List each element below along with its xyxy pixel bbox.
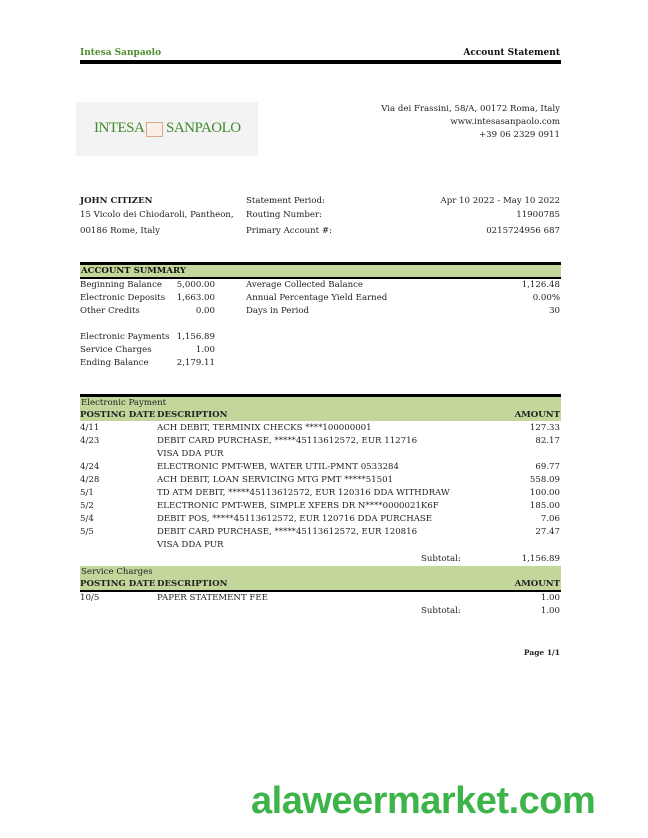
logo-text-right: SANPAOLO bbox=[166, 120, 241, 136]
row-description-cont: VISA DDA PUR bbox=[157, 540, 224, 550]
page-number: Page 1/1 bbox=[523, 648, 560, 657]
customer-name: JOHN CITIZEN bbox=[80, 196, 153, 206]
row-description: DEBIT CARD PURCHASE, *****45113612572, EUR 112716 bbox=[157, 436, 418, 446]
row-date: 5/4 bbox=[80, 514, 94, 524]
row-amount: 82.17 bbox=[535, 436, 560, 446]
summary-label: Service Charges bbox=[80, 345, 152, 355]
row-date: 4/23 bbox=[80, 436, 100, 446]
row-description: ACH DEBIT, LOAN SERVICING MTG PMT *****51501 bbox=[157, 475, 394, 485]
customer-address-1: 15 Vicolo dei Chiodaroli, Pantheon, bbox=[80, 210, 234, 220]
logo-emblem-icon bbox=[146, 122, 163, 137]
watermark: alaweermarket.com bbox=[251, 780, 596, 822]
primary-account-label: Primary Account #: bbox=[246, 226, 332, 236]
bank-website: www.intesasanpaolo.com bbox=[450, 117, 560, 127]
logo-text-left: INTESA bbox=[94, 120, 145, 136]
header-doc-title: Account Statement bbox=[463, 48, 560, 58]
customer-address-2: 00186 Rome, Italy bbox=[80, 226, 160, 236]
row-amount: 7.06 bbox=[540, 514, 560, 524]
row-date: 4/11 bbox=[80, 423, 100, 433]
row-description: PAPER STATEMENT FEE bbox=[157, 593, 268, 603]
summary-label: Days in Period bbox=[246, 306, 310, 316]
header-rule bbox=[80, 60, 561, 64]
row-date: 4/24 bbox=[80, 462, 100, 472]
row-description: ACH DEBIT, TERMINIX CHECKS ****100000001 bbox=[157, 423, 372, 433]
col-amount: AMOUNT bbox=[514, 579, 560, 589]
service-charges-rule bbox=[80, 590, 561, 592]
statement-period-value: Apr 10 2022 - May 10 2022 bbox=[440, 196, 560, 206]
row-date: 10/5 bbox=[80, 593, 100, 603]
summary-value: 1,156.89 bbox=[176, 332, 215, 342]
summary-label: Electronic Payments bbox=[80, 332, 170, 342]
summary-value: 1.00 bbox=[195, 345, 215, 355]
col-posting-date: POSTING DATE bbox=[80, 410, 156, 420]
service-charges-title: Service Charges bbox=[81, 567, 153, 577]
row-amount: 1.00 bbox=[540, 593, 560, 603]
summary-value: 1,126.48 bbox=[521, 280, 560, 290]
primary-account-value: 0215724956 687 bbox=[486, 226, 560, 236]
row-amount: 558.09 bbox=[529, 475, 560, 485]
summary-value: 1,663.00 bbox=[176, 293, 215, 303]
row-amount: 185.00 bbox=[529, 501, 560, 511]
summary-value: 5,000.00 bbox=[176, 280, 215, 290]
col-description: DESCRIPTION bbox=[157, 579, 228, 589]
summary-title: ACCOUNT SUMMARY bbox=[81, 266, 186, 276]
summary-label: Electronic Deposits bbox=[80, 293, 166, 303]
row-description: DEBIT POS, *****45113612572, EUR 120716 DDA PURCHASE bbox=[157, 514, 433, 524]
summary-label: Other Credits bbox=[80, 306, 140, 316]
summary-label: Ending Balance bbox=[80, 358, 149, 368]
row-date: 4/28 bbox=[80, 475, 100, 485]
routing-number-value: 11900785 bbox=[516, 210, 560, 220]
bank-street: Via dei Frassini, 58/A, 00172 Roma, Italy bbox=[381, 104, 560, 114]
row-description: ELECTRONIC PMT-WEB, WATER UTIL-PMNT 0533284 bbox=[157, 462, 399, 472]
row-description: TD ATM DEBIT, *****45113612572, EUR 120316 DDA WITHDRAW bbox=[157, 488, 450, 498]
routing-number-label: Routing Number: bbox=[246, 210, 322, 220]
row-description-cont: VISA DDA PUR bbox=[157, 449, 224, 459]
row-description: ELECTRONIC PMT-WEB, SIMPLE XFERS DR N****0000021K6F bbox=[157, 501, 439, 511]
row-date: 5/5 bbox=[80, 527, 94, 537]
header-bank-name: Intesa Sanpaolo bbox=[80, 48, 162, 58]
bank-phone: +39 06 2329 0911 bbox=[478, 130, 560, 140]
summary-value: 0.00% bbox=[532, 293, 560, 303]
summary-label: Average Collected Balance bbox=[246, 280, 364, 290]
col-posting-date: POSTING DATE bbox=[80, 579, 156, 589]
statement-period-label: Statement Period: bbox=[246, 196, 325, 206]
row-amount: 100.00 bbox=[529, 488, 560, 498]
electronic-payment-subtotal-value: 1,156.89 bbox=[521, 554, 560, 564]
electronic-payment-subtotal-label: Subtotal: bbox=[421, 554, 461, 564]
col-description: DESCRIPTION bbox=[157, 410, 228, 420]
summary-label: Annual Percentage Yield Earned bbox=[246, 293, 388, 303]
service-charges-subtotal-label: Subtotal: bbox=[421, 606, 461, 616]
summary-underline bbox=[80, 277, 561, 279]
electronic-payment-title: Electronic Payment bbox=[81, 398, 167, 408]
row-amount: 27.47 bbox=[535, 527, 560, 537]
summary-value: 2,179.11 bbox=[176, 358, 215, 368]
service-charges-subtotal-value: 1.00 bbox=[540, 606, 560, 616]
row-description: DEBIT CARD PURCHASE, *****45113612572, EUR 120816 bbox=[157, 527, 418, 537]
col-amount: AMOUNT bbox=[514, 410, 560, 420]
row-amount: 127.33 bbox=[529, 423, 560, 433]
summary-value: 30 bbox=[549, 306, 560, 316]
row-amount: 69.77 bbox=[535, 462, 560, 472]
summary-value: 0.00 bbox=[195, 306, 215, 316]
row-date: 5/1 bbox=[80, 488, 94, 498]
summary-label: Beginning Balance bbox=[80, 280, 162, 290]
row-date: 5/2 bbox=[80, 501, 94, 511]
